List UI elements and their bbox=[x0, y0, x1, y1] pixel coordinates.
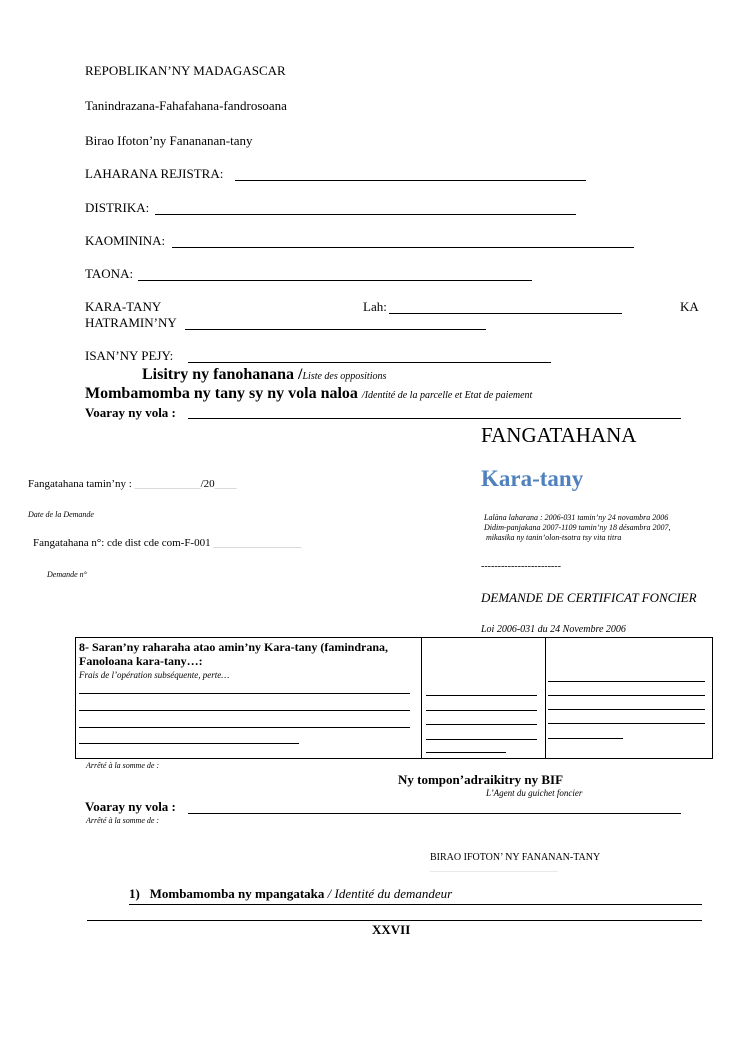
bif-stamp-label: Ny tompon’adraikitry ny BIF bbox=[398, 772, 564, 787]
amount-line-5[interactable] bbox=[426, 752, 506, 753]
hatramin-label: HATRAMIN’NY bbox=[85, 315, 177, 330]
section-subtitle: / Identité du demandeur bbox=[324, 886, 453, 901]
republic-heading: REPOBLIKAN’NY MADAGASCAR bbox=[85, 63, 286, 78]
office-name: Birao Ifoton’ny Fanananan-tany bbox=[85, 133, 253, 148]
amount-line-3[interactable] bbox=[426, 724, 537, 725]
arrete-label-2: Arrêté à la somme de : bbox=[86, 816, 160, 825]
date-demande-fr: Date de la Demande bbox=[28, 510, 94, 519]
loi-reference: Loi 2006-031 du 24 Novembre 2006 bbox=[481, 624, 626, 635]
arrete-label-1: Arrêté à la somme de : bbox=[86, 761, 160, 770]
paid-field-line-bottom[interactable] bbox=[188, 813, 681, 814]
pages-field-line[interactable] bbox=[188, 362, 551, 363]
town-label: TAONA: bbox=[85, 266, 134, 281]
commune-label: KAOMININA: bbox=[85, 233, 166, 248]
fees-line-3[interactable] bbox=[79, 727, 410, 728]
section-title: Mombamomba ny mpangataka bbox=[149, 886, 325, 901]
request-year-blank[interactable]: ____ bbox=[214, 478, 237, 490]
parcel-heading bbox=[85, 385, 532, 403]
request-date-label: Fangatahana tamin’ny : bbox=[28, 478, 132, 490]
amount-line-4[interactable] bbox=[426, 739, 537, 740]
total-line-4[interactable] bbox=[548, 723, 705, 724]
oppositions-subtitle: Liste des oppositions bbox=[302, 371, 387, 382]
fees-description-cell bbox=[76, 638, 422, 759]
oppositions-title: Lisitry ny fanohanana / bbox=[142, 366, 303, 383]
request-year: /20 bbox=[200, 478, 215, 490]
section-number: 1) bbox=[129, 886, 140, 901]
fees-subtitle: Frais de l’opération subséquente, perte… bbox=[79, 670, 230, 680]
map-label: KARA-TANY bbox=[85, 299, 162, 314]
lah-field-line[interactable] bbox=[389, 313, 622, 314]
lah-label: Lah: bbox=[363, 299, 387, 314]
total-line-1[interactable] bbox=[548, 681, 705, 682]
demande-number-fr: Demande n° bbox=[47, 570, 87, 579]
paid-field-line-top[interactable] bbox=[188, 418, 681, 419]
commune-field-line[interactable] bbox=[172, 247, 634, 248]
town-field-line[interactable] bbox=[138, 280, 532, 281]
district-label: DISTRIKA: bbox=[85, 200, 150, 215]
office-footer-label: BIRAO IFOTON’ NY FANANAN-TANY bbox=[430, 852, 601, 863]
amount-line-2[interactable] bbox=[426, 710, 537, 711]
footer-rule bbox=[87, 920, 702, 921]
request-date-blank[interactable]: ____________ bbox=[134, 478, 201, 490]
fees-line-1[interactable] bbox=[79, 693, 410, 694]
paid-label-top: Voaray ny vola : bbox=[85, 405, 176, 420]
ka-label: KA bbox=[680, 299, 699, 314]
total-line-5[interactable] bbox=[548, 738, 623, 739]
oppositions-heading bbox=[142, 366, 386, 384]
district-field-line[interactable] bbox=[155, 214, 576, 215]
fees-heading bbox=[79, 640, 413, 668]
fees-line-2[interactable] bbox=[79, 710, 410, 711]
law-line-3: mikasika ny tanin’olon-tsotra tsy vita titra bbox=[486, 533, 622, 542]
fees-table bbox=[75, 637, 713, 759]
law-line-2: Didim-panjakana 2007-1109 tamin’ny 18 désambra 2007, bbox=[484, 523, 671, 532]
fees-amount-cell bbox=[422, 638, 546, 759]
page-number: XXVII bbox=[372, 922, 411, 937]
kara-tany-title: Kara-tany bbox=[481, 466, 584, 491]
section-rule bbox=[129, 904, 702, 905]
pages-label: ISAN’NY PEJY: bbox=[85, 348, 174, 363]
parcel-subtitle: /Identité de la parcelle et Etat de paiement bbox=[361, 390, 533, 401]
total-line-3[interactable] bbox=[548, 709, 705, 710]
amount-line-1[interactable] bbox=[426, 695, 537, 696]
fees-heading-number: 8- bbox=[79, 640, 89, 654]
registry-field-line[interactable] bbox=[235, 180, 586, 181]
parcel-title: Mombamomba ny tany sy ny vola naloa bbox=[85, 385, 358, 402]
section-heading bbox=[129, 886, 452, 902]
request-number-blank[interactable]: ________________ bbox=[213, 537, 302, 549]
dashes-separator: ------------------------ bbox=[481, 561, 561, 572]
paid-label-bottom: Voaray ny vola : bbox=[85, 799, 176, 814]
office-footer-blank[interactable]: ________________________________ bbox=[430, 864, 558, 873]
fees-line-4[interactable] bbox=[79, 743, 299, 744]
motto: Tanindrazana-Fahafahana-fandrosoana bbox=[85, 98, 287, 113]
fees-total-cell bbox=[546, 638, 713, 759]
hatramin-field-line[interactable] bbox=[185, 329, 486, 330]
request-date-row bbox=[28, 478, 237, 490]
fees-heading-text: Saran’ny raharaha atao amin’ny Kara-tany (famindrana, Fanoloana kara-tany…: bbox=[79, 640, 389, 668]
law-line-1: Lalàna laharana : 2006-031 tamin’ny 24 novambra 2006 bbox=[484, 513, 669, 522]
agent-label: L’Agent du guichet foncier bbox=[486, 788, 583, 798]
total-line-2[interactable] bbox=[548, 695, 705, 696]
request-number-label: Fangatahana n°: cde dist cde com-F-001 bbox=[33, 537, 211, 549]
demande-certificat: DEMANDE DE CERTIFICAT FONCIER bbox=[481, 590, 697, 605]
fangatahana-heading: FANGATAHANA bbox=[481, 423, 637, 447]
request-number-row bbox=[33, 537, 301, 549]
registry-label: LAHARANA REJISTRA: bbox=[85, 166, 224, 181]
